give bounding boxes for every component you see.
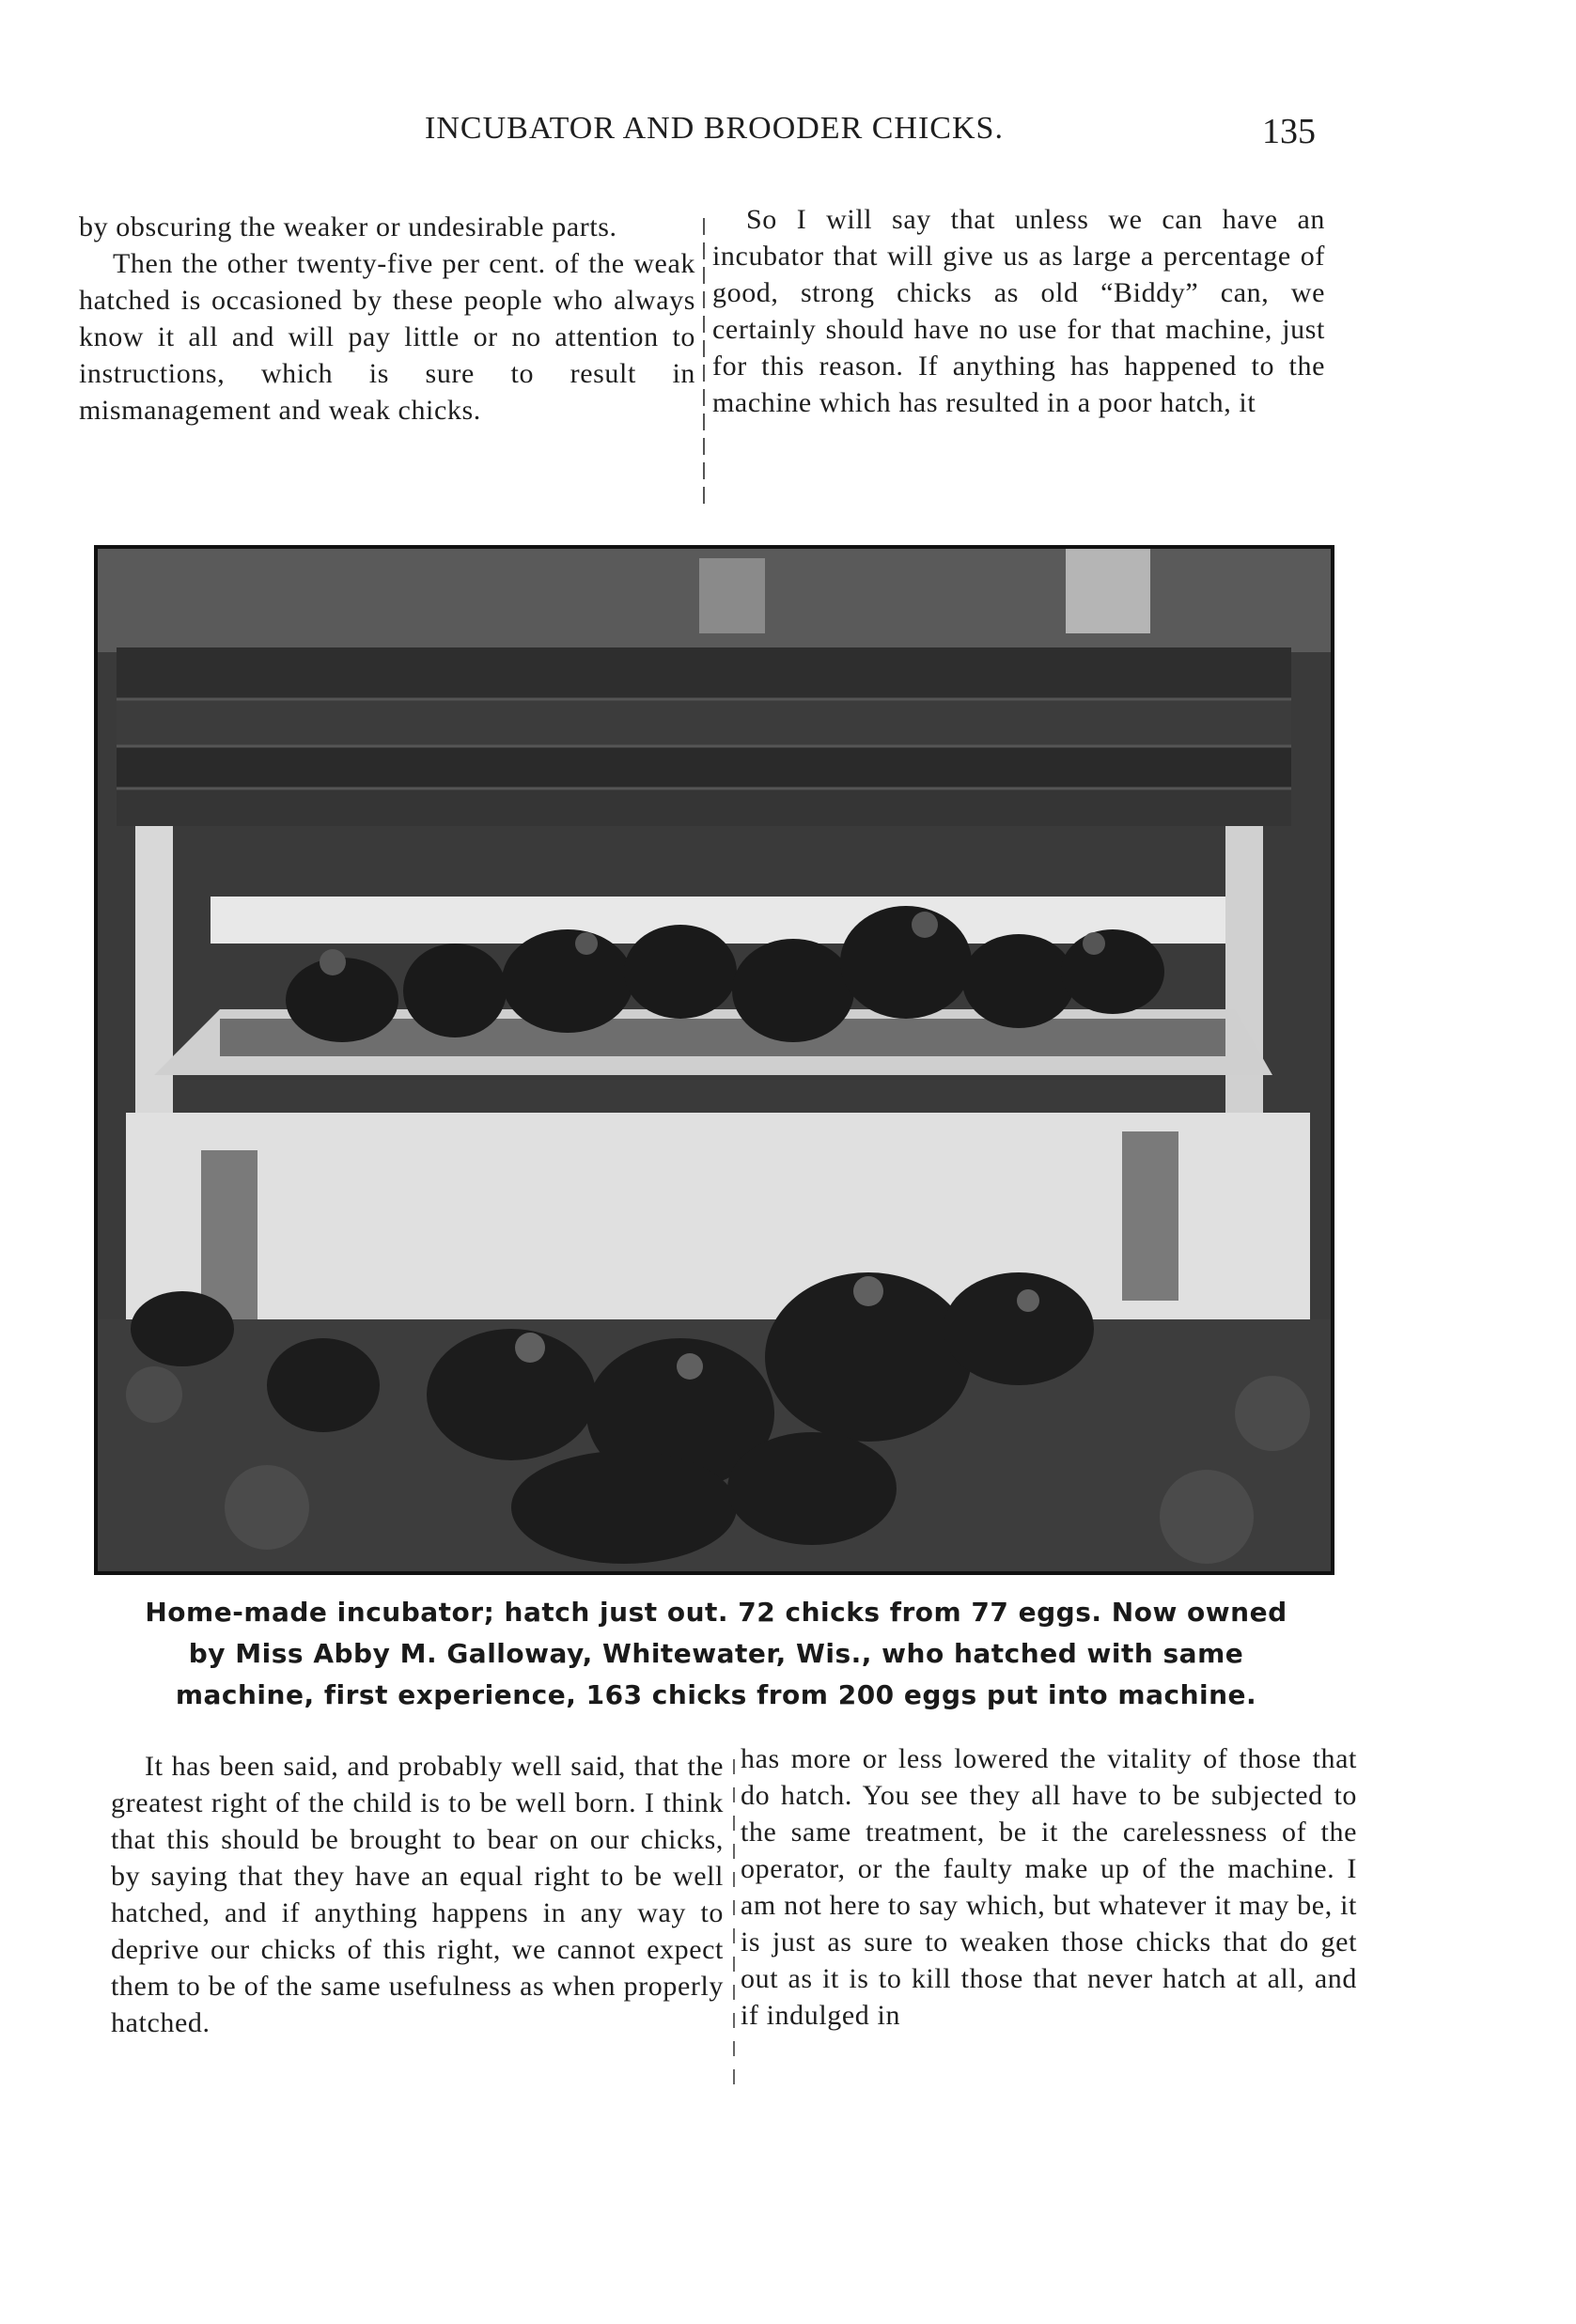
top-left-column [79, 209, 695, 429]
paragraph: Then the other twenty-five per cent. of the weak hatched is occasioned by these people who always know it all and will pay little or no attention to instructions, which is sure to result in mismanagement and weak chicks. [79, 248, 695, 426]
paragraph: So I will say that unless we can have an incubator that will give us as large a percentage of good, strong chicks as old “Biddy” can, we certainly should have no use for that machine, just for this reason. If anything has happened to the machine which has resulted in a poor hatch, it [712, 204, 1325, 418]
bottom-right-column [741, 1740, 1357, 2034]
figure-caption [105, 1592, 1327, 1716]
caption-line: machine, first experience, 163 chicks from 200 eggs put into machine. [175, 1679, 1257, 1710]
top-right-column [712, 201, 1325, 421]
bottom-left-column [111, 1748, 724, 2041]
photograph-icon [98, 549, 1331, 1571]
running-title: INCUBATOR AND BROODER CHICKS. [425, 111, 1004, 146]
column-rule [733, 1759, 735, 2098]
paragraph: by obscuring the weaker or undesirable parts. [79, 211, 617, 242]
paragraph: has more or less lowered the vitality of those that do hatch. You see they all have to be subjected to the same treatment, be it the carelessness of the operator, or the faulty make up of the machine. I am not here to say which, but whatever it may be, it is just as sure to weaken those chicks that do get out as it is to kill those that never hatch at all, and if indulged in [741, 1743, 1357, 2031]
page-number: 135 [1262, 112, 1316, 151]
incubator-photograph [94, 545, 1334, 1575]
caption-line: Home-made incubator; hatch just out. 72 chicks from 77 eggs. Now owned [145, 1597, 1287, 1628]
caption-line: by Miss Abby M. Galloway, Whitewater, Wis., who hatched with same [188, 1638, 1244, 1669]
column-rule [703, 218, 705, 509]
paragraph: It has been said, and probably well said, that the greatest right of the child is to be well born. I think that this should be brought to bear on our chicks, by saying that they have an equal right to be well hatched, and if anything happens in any way to deprive our chicks of this right, we cannot expect them to be of the same usefulness as when properly hatched. [111, 1751, 724, 2038]
